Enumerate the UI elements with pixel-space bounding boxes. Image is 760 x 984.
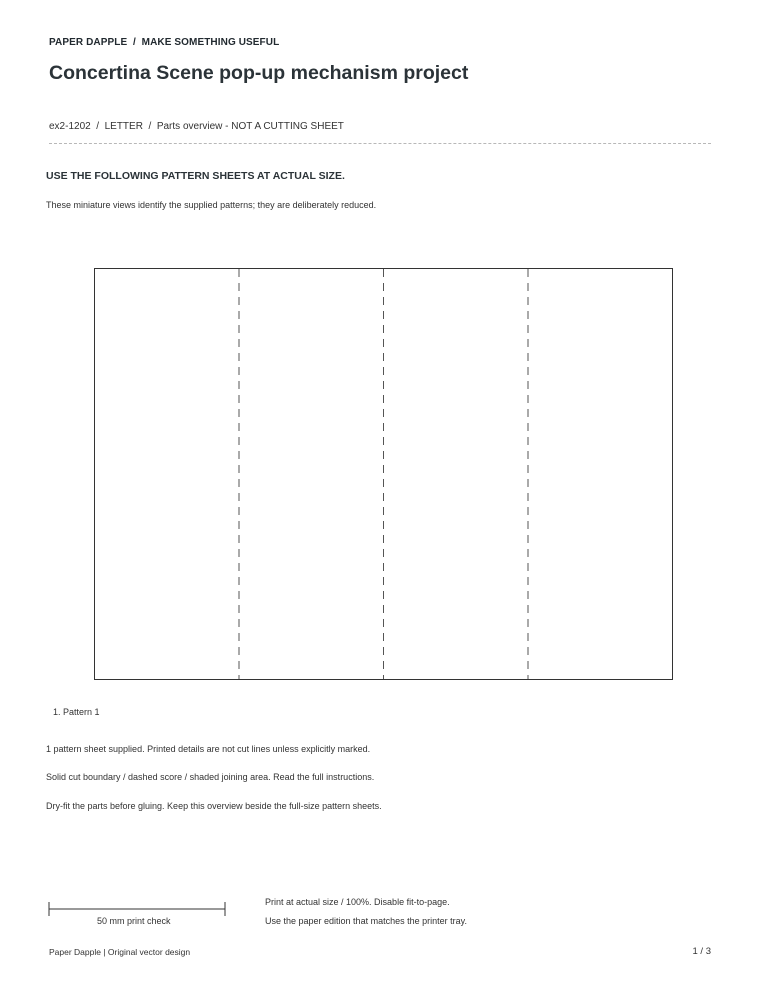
brand-line: PAPER DAPPLE / MAKE SOMETHING USEFUL — [49, 37, 280, 48]
note-legend: Solid cut boundary / dashed score / shaded joining area. Read the full instructions. — [46, 772, 375, 782]
paper-instruction: Use the paper edition that matches the printer tray. — [265, 916, 467, 926]
section-intro: These miniature views identify the supplied patterns; they are deliberately reduced. — [46, 200, 377, 210]
section-heading: USE THE FOLLOWING PATTERN SHEETS AT ACTUAL SIZE. — [46, 170, 345, 182]
print-instruction: Print at actual size / 100%. Disable fit-to-page. — [265, 897, 450, 907]
note-supplied: 1 pattern sheet supplied. Printed details are not cut lines unless explicitly marked. — [46, 744, 371, 754]
pattern-score-lines — [239, 269, 528, 679]
pattern-cut-boundary — [95, 269, 673, 680]
page-number: 1 / 3 — [692, 946, 711, 957]
scale-label: 50 mm print check — [97, 916, 171, 926]
header-divider — [49, 143, 711, 144]
footer-credit: Paper Dapple | Original vector design — [49, 947, 191, 957]
page-title: Concertina Scene pop-up mechanism project — [49, 62, 469, 84]
note-dry-fit: Dry-fit the parts before gluing. Keep this overview beside the full-size pattern sheets. — [46, 801, 382, 811]
pattern-caption: 1. Pattern 1 — [53, 707, 100, 717]
document-meta: ex2-1202 / LETTER / Parts overview - NOT A CUTTING SHEET — [49, 121, 344, 132]
scale-bar — [46, 898, 230, 918]
